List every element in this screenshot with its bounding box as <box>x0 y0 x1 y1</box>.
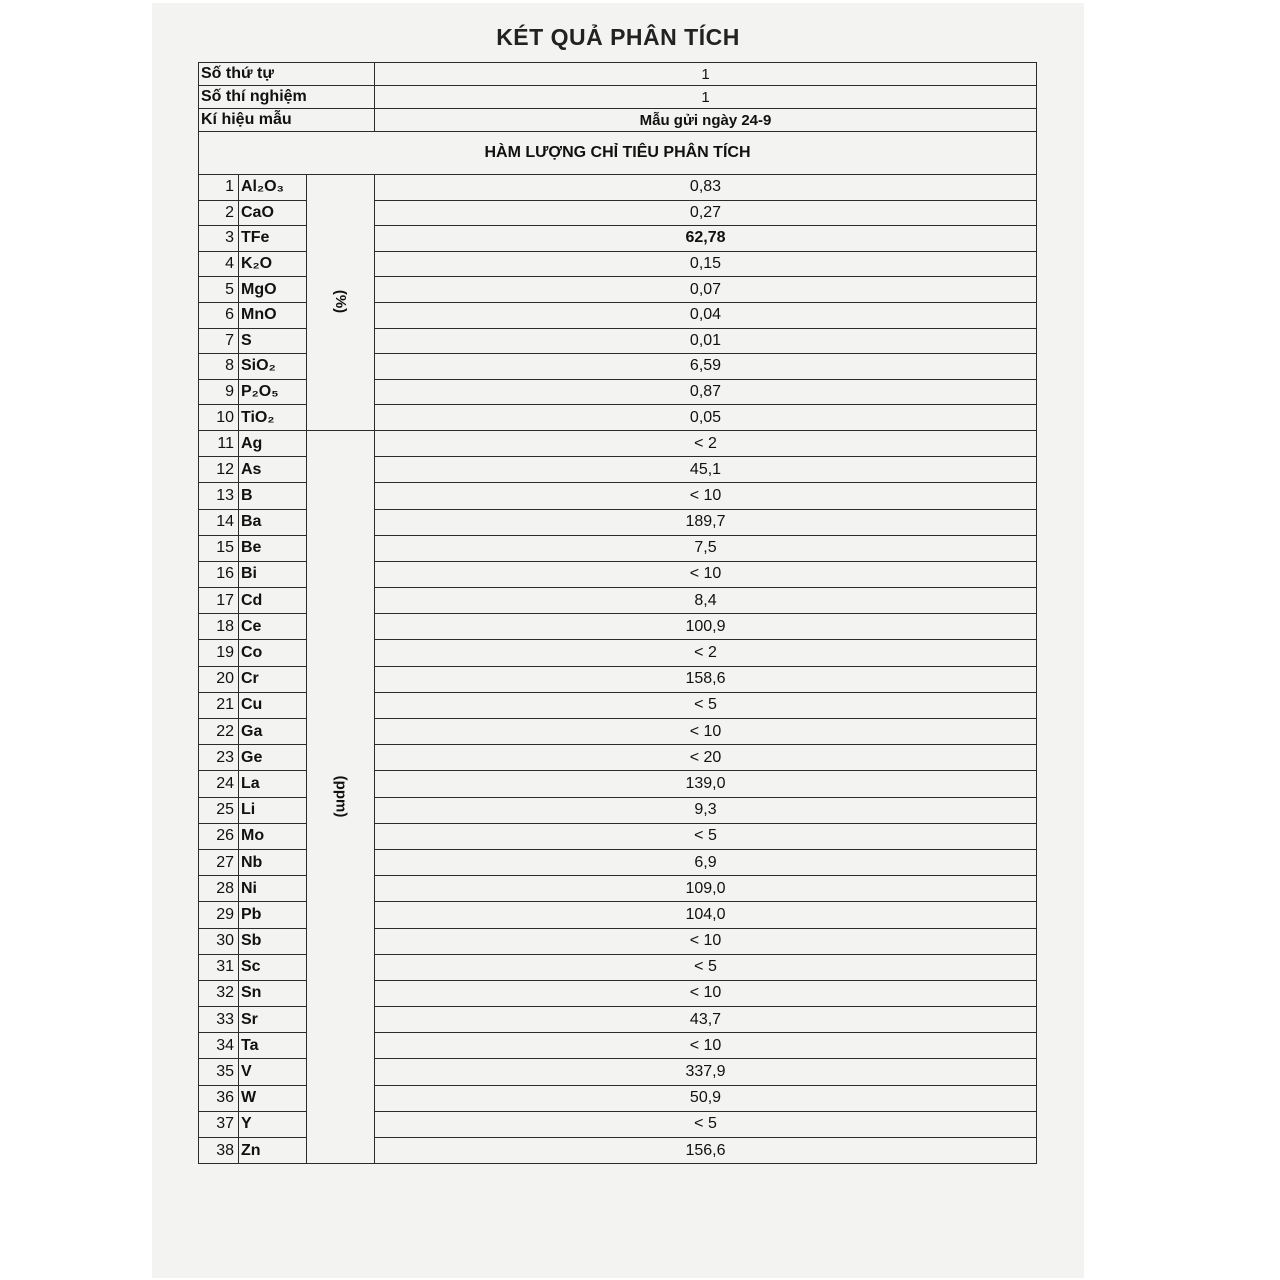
value-cell: 156,6 <box>375 1138 1037 1164</box>
value-cell: 139,0 <box>375 771 1037 797</box>
meta-row-sample <box>199 109 1037 132</box>
element-name: Pb <box>239 902 307 928</box>
row-number: 20 <box>199 666 239 692</box>
row-number: 13 <box>199 483 239 509</box>
value-cell: 0,87 <box>375 379 1037 405</box>
row-number: 8 <box>199 354 239 380</box>
row-number: 32 <box>199 980 239 1006</box>
unit-label: (ppm) <box>332 775 349 818</box>
row-number: 35 <box>199 1059 239 1085</box>
element-name: MnO <box>239 302 307 328</box>
row-number: 16 <box>199 561 239 587</box>
value-cell: 0,05 <box>375 405 1037 431</box>
value-cell: < 10 <box>375 483 1037 509</box>
table-row <box>199 430 1037 456</box>
element-name: Al₂O₃ <box>239 175 307 201</box>
row-number: 12 <box>199 457 239 483</box>
table-row <box>199 175 1037 201</box>
element-name: W <box>239 1085 307 1111</box>
value-cell: 62,78 <box>375 226 1037 252</box>
value-cell: 0,01 <box>375 328 1037 354</box>
element-name: Ta <box>239 1033 307 1059</box>
unit-label: (%) <box>331 290 349 314</box>
element-name: SiO₂ <box>239 354 307 380</box>
analysis-table <box>198 62 1037 1164</box>
element-name: Be <box>239 535 307 561</box>
value-cell: < 2 <box>375 640 1037 666</box>
row-number: 34 <box>199 1033 239 1059</box>
value-cell: 45,1 <box>375 457 1037 483</box>
element-name: Li <box>239 797 307 823</box>
value-cell: < 5 <box>375 954 1037 980</box>
row-number: 31 <box>199 954 239 980</box>
row-number: 14 <box>199 509 239 535</box>
value-cell: 9,3 <box>375 797 1037 823</box>
element-name: Cu <box>239 692 307 718</box>
meta-row-experiment <box>199 86 1037 109</box>
value-cell: < 20 <box>375 745 1037 771</box>
value-cell: < 5 <box>375 823 1037 849</box>
element-name: K₂O <box>239 251 307 277</box>
element-name: As <box>239 457 307 483</box>
value-cell: 0,83 <box>375 175 1037 201</box>
row-number: 2 <box>199 200 239 226</box>
row-number: 9 <box>199 379 239 405</box>
value-cell: < 10 <box>375 980 1037 1006</box>
page-title: KÉT QUẢ PHÂN TÍCH <box>496 24 740 50</box>
value-cell: 0,27 <box>375 200 1037 226</box>
value-cell: 6,59 <box>375 354 1037 380</box>
row-number: 30 <box>199 928 239 954</box>
element-name: La <box>239 771 307 797</box>
element-name: Cd <box>239 588 307 614</box>
row-number: 22 <box>199 719 239 745</box>
element-name: Mo <box>239 823 307 849</box>
row-number: 29 <box>199 902 239 928</box>
value-cell: 0,15 <box>375 251 1037 277</box>
value-cell: < 10 <box>375 928 1037 954</box>
value-cell: < 10 <box>375 719 1037 745</box>
element-name: Ni <box>239 876 307 902</box>
value-cell: 0,07 <box>375 277 1037 303</box>
row-number: 33 <box>199 1007 239 1033</box>
element-name: Ce <box>239 614 307 640</box>
row-number: 11 <box>199 430 239 456</box>
element-name: Sb <box>239 928 307 954</box>
section-header: HÀM LƯỢNG CHỈ TIÊU PHÂN TÍCH <box>199 132 1037 175</box>
meta-label: Kí hiệu mẫu <box>199 109 375 132</box>
value-cell: < 5 <box>375 692 1037 718</box>
element-name: Ba <box>239 509 307 535</box>
element-name: Sr <box>239 1007 307 1033</box>
row-number: 26 <box>199 823 239 849</box>
row-number: 24 <box>199 771 239 797</box>
meta-label: Số thí nghiệm <box>199 86 375 109</box>
element-name: Y <box>239 1111 307 1137</box>
value-cell: 50,9 <box>375 1085 1037 1111</box>
meta-row-order <box>199 63 1037 86</box>
row-number: 27 <box>199 849 239 875</box>
value-cell: 0,04 <box>375 302 1037 328</box>
row-number: 25 <box>199 797 239 823</box>
element-name: S <box>239 328 307 354</box>
row-number: 6 <box>199 302 239 328</box>
element-name: Sc <box>239 954 307 980</box>
value-cell: 158,6 <box>375 666 1037 692</box>
row-number: 5 <box>199 277 239 303</box>
element-name: CaO <box>239 200 307 226</box>
element-name: P₂O₅ <box>239 379 307 405</box>
row-number: 28 <box>199 876 239 902</box>
value-cell: < 2 <box>375 430 1037 456</box>
value-cell: 104,0 <box>375 902 1037 928</box>
unit-label-cell <box>307 175 375 431</box>
row-number: 1 <box>199 175 239 201</box>
value-cell: 337,9 <box>375 1059 1037 1085</box>
element-name: Ag <box>239 430 307 456</box>
row-number: 15 <box>199 535 239 561</box>
element-name: B <box>239 483 307 509</box>
element-name: TFe <box>239 226 307 252</box>
element-name: MgO <box>239 277 307 303</box>
element-name: Ge <box>239 745 307 771</box>
value-cell: < 5 <box>375 1111 1037 1137</box>
element-name: V <box>239 1059 307 1085</box>
value-cell: 109,0 <box>375 876 1037 902</box>
element-name: Ga <box>239 719 307 745</box>
row-number: 37 <box>199 1111 239 1137</box>
meta-value: 1 <box>375 63 1037 86</box>
row-number: 10 <box>199 405 239 431</box>
meta-label: Số thứ tự <box>199 63 375 86</box>
value-cell: 189,7 <box>375 509 1037 535</box>
element-name: TiO₂ <box>239 405 307 431</box>
value-cell: 43,7 <box>375 1007 1037 1033</box>
value-cell: < 10 <box>375 561 1037 587</box>
row-number: 36 <box>199 1085 239 1111</box>
element-name: Sn <box>239 980 307 1006</box>
row-number: 38 <box>199 1138 239 1164</box>
element-name: Nb <box>239 849 307 875</box>
row-number: 18 <box>199 614 239 640</box>
row-number: 7 <box>199 328 239 354</box>
meta-value: Mẫu gửi ngày 24-9 <box>375 109 1037 132</box>
value-cell: 100,9 <box>375 614 1037 640</box>
element-name: Co <box>239 640 307 666</box>
element-name: Cr <box>239 666 307 692</box>
element-name: Zn <box>239 1138 307 1164</box>
section-header-row <box>199 132 1037 175</box>
element-name: Bi <box>239 561 307 587</box>
value-cell: 6,9 <box>375 849 1037 875</box>
value-cell: < 10 <box>375 1033 1037 1059</box>
value-cell: 8,4 <box>375 588 1037 614</box>
row-number: 17 <box>199 588 239 614</box>
row-number: 3 <box>199 226 239 252</box>
row-number: 19 <box>199 640 239 666</box>
meta-value: 1 <box>375 86 1037 109</box>
row-number: 4 <box>199 251 239 277</box>
row-number: 21 <box>199 692 239 718</box>
unit-label-cell <box>307 430 375 1163</box>
row-number: 23 <box>199 745 239 771</box>
value-cell: 7,5 <box>375 535 1037 561</box>
